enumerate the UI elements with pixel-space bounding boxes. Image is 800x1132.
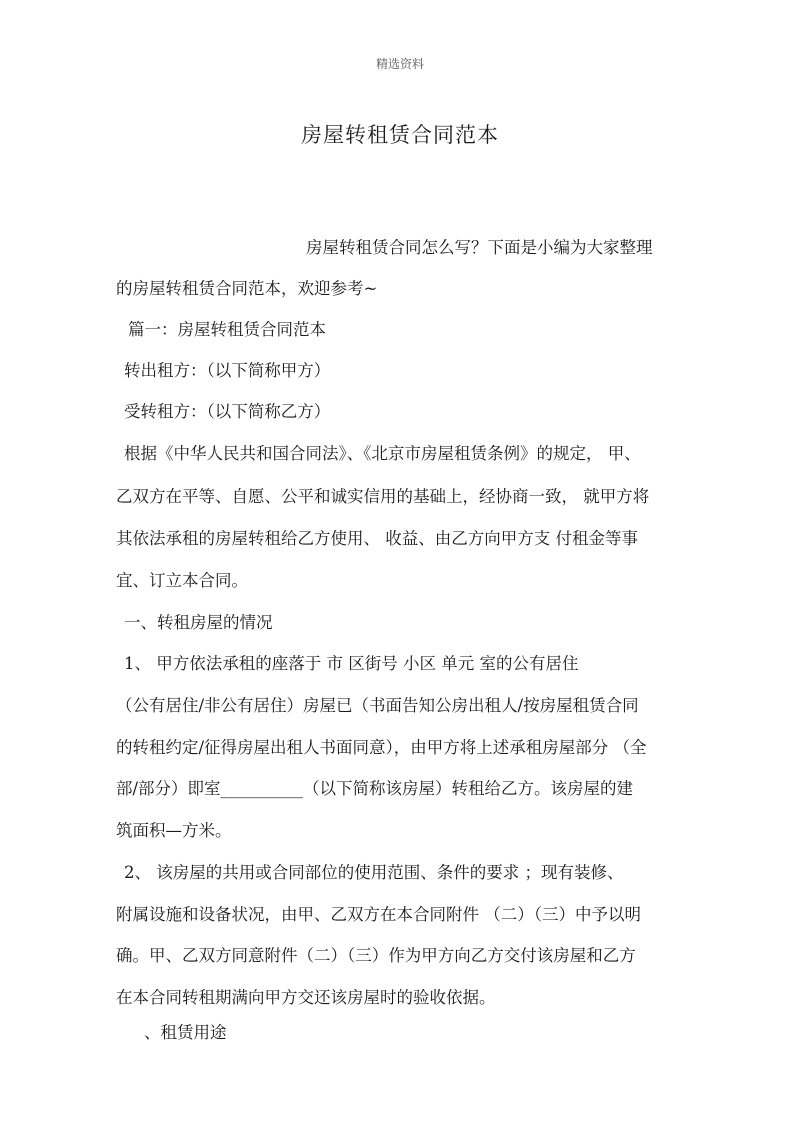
body-line: 其依法承租的房屋转租给乙方使用、 收益、由乙方向甲方支 付租金等事 xyxy=(116,529,638,548)
body-line: 乙双方在平等、自愿、公平和诚实信用的基础上，经协商一致， 就甲方将 xyxy=(116,487,650,506)
header-note: 精选资料 xyxy=(375,57,424,71)
body-line: 1、 甲方依法承租的座落于 市 区街号 小区 单元 室的公有居住 xyxy=(124,654,579,673)
body-line: 篇一：房屋转租赁合同范本 xyxy=(128,320,326,339)
body-line: （公有居住/非公有居住）房屋已（书面告知公房出租人/按房屋租赁合同 xyxy=(116,696,639,715)
body-line: 部/部分）即室__________（以下简称该房屋）转租给乙方。该房屋的建 xyxy=(116,779,634,798)
body-line: 确。甲、乙双方同意附件（二）（三）作为甲方向乙方交付该房屋和乙方 xyxy=(116,946,636,965)
body-line: 2、 该房屋的共用或合同部位的使用范围、条件的要求 ；现有装修、 xyxy=(124,863,624,882)
section-heading: 一、转租房屋的情况 xyxy=(124,613,273,632)
body-line: 筑面积—方米。 xyxy=(116,821,232,840)
body-line: 在本合同转租期满向甲方交还该房屋时的验收依据。 xyxy=(116,988,496,1007)
body-line: 根据《中华人民共和国合同法》、《北京市房屋租赁条例》的规定， 甲、 xyxy=(124,444,641,463)
body-line: 受转租方：（以下简称乙方） xyxy=(124,402,331,421)
section-heading: 、租赁用途 xyxy=(144,1023,227,1042)
body-line: 的转租约定/征得房屋出租人书面同意），由甲方将上述承租房屋部分 （全 xyxy=(116,738,647,757)
body-line: 转出租方：（以下简称甲方） xyxy=(124,361,331,380)
document-title: 房屋转租赁合同范本 xyxy=(301,123,499,147)
body-line: 宜、订立本合同。 xyxy=(116,571,248,590)
body-line: 的房屋转租赁合同范本，欢迎参考~ xyxy=(116,279,378,298)
body-line: 房屋转租赁合同怎么写？下面是小编为大家整理 xyxy=(306,238,653,257)
body-line: 附属设施和设备状况，由甲、乙双方在本合同附件 （二）（三）中予以明 xyxy=(116,905,641,924)
